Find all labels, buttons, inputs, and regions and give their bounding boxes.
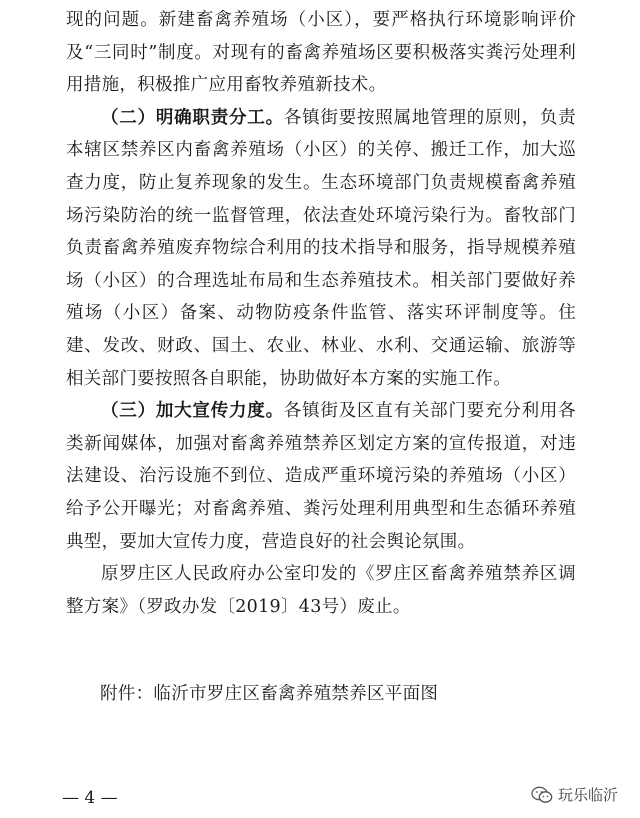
page-number: — 4 — xyxy=(62,788,118,808)
paragraph-text: 各镇街要按照属地管理的原则，负责本辖区禁养区内畜禽养殖场（小区）的关停、搬迁工作，加大巡查力度，防止复养现象的发生。生态环境部门负责规模畜禽养殖场污染防治的统一监督管理，依法查处环境污染行为。畜牧部门负责畜禽养殖废弃物综合利用的技术指导和服务，指导规模养殖场（小区）的合理选址布局和生态养殖技术。相关部门要做好养殖场（小区）备案、动物防疫条件监管、落实环评制度等。住建、发改、财政、国土、农业、林业、水利、交通运输、旅游等相关部门要按照各自职能，协助做好本方案的实施工作。 xyxy=(66,107,576,389)
paragraph-heading: （二）明确职责分工。 xyxy=(101,107,284,128)
paragraph-repeal xyxy=(66,558,576,623)
watermark-text: 玩乐临沂 xyxy=(557,786,618,804)
watermark xyxy=(531,784,618,805)
paragraph-text: 各镇街及区直有关部门要充分利用各类新闻媒体，加强对畜禽养殖禁养区划定方案的宣传报道，对违法建设、治污设施不到位、造成严重环境污染的养殖场（小区）给予公开曝光；对畜禽养殖、粪污处理利用典型和生态循环养殖典型，要加大宣传力度，营造良好的社会舆论氛围。 xyxy=(66,401,576,552)
body-text xyxy=(66,4,576,623)
wechat-icon xyxy=(531,786,553,804)
paragraph-responsibilities xyxy=(66,102,576,395)
paragraph-text: 现的问题。新建畜禽养殖场（小区），要严格执行环境影响评价及“三同时”制度。对现有的畜禽养殖场区要积极落实粪污处理利用措施，积极推广应用畜牧养殖新技术。 xyxy=(66,10,576,96)
attachment-line: 附件：临沂市罗庄区畜禽养殖禁养区平面图 xyxy=(100,684,439,704)
paragraph-text: 原罗庄区人民政府办公室印发的《罗庄区畜禽养殖禁养区调整方案》（罗政办发〔2019〕43号）废止。 xyxy=(66,564,576,617)
paragraph-continuation xyxy=(66,4,576,102)
paragraph-heading: （三）加大宣传力度。 xyxy=(101,401,284,422)
paragraph-publicity xyxy=(66,395,576,558)
